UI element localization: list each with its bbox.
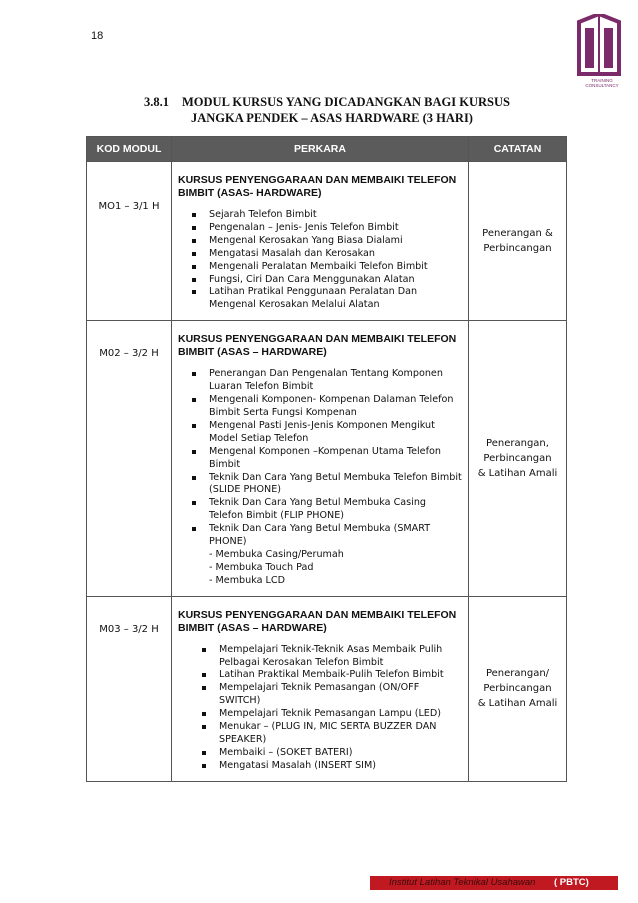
header-catatan: CATATAN	[469, 137, 567, 162]
list-item: Latihan Pratikal Penggunaan Peralatan Dan Mengenal Kerosakan Melalui Alatan	[192, 286, 462, 312]
list-item: Mempelajari Teknik-Teknik Asas Membaik Pulih Pelbagai Kerosakan Telefon Bimbit	[202, 644, 462, 670]
note-line: Perbincangan	[483, 452, 552, 464]
table-row	[87, 321, 567, 596]
note-line: Perbincangan	[483, 683, 552, 695]
course-module-table	[86, 136, 567, 782]
sub-item: - Membuka Casing/Perumah	[209, 548, 344, 560]
list-item: Teknik Dan Cara Yang Betul Membuka Telefon Bimbit (SLIDE PHONE)	[192, 472, 462, 498]
topic-list	[178, 209, 462, 312]
list-item: Fungsi, Ciri Dan Cara Menggunakan Alatan	[192, 274, 462, 287]
module-code-cell	[87, 321, 172, 596]
list-item: Menukar – (PLUG IN, MIC SERTA BUZZER DAN SPEAKER)	[202, 721, 462, 747]
heading-line1: MODUL KURSUS YANG DICADANGKAN BAGI KURSUS	[182, 95, 510, 109]
footer-institute-name: Institut Latihan Teknikal Usahawan	[389, 877, 536, 888]
note-line: Penerangan &	[482, 228, 553, 240]
header-perkara: PERKARA	[172, 137, 469, 162]
page-number: 18	[91, 30, 104, 42]
header-kod-modul: KOD MODUL	[87, 137, 172, 162]
section-number: 3.8.1	[144, 95, 169, 109]
logo-caption: TRAINING CONSULTANCY	[585, 78, 619, 88]
module-code: MO1 – 3/1 H	[98, 201, 160, 212]
module-code: M02 – 3/2 H	[99, 348, 159, 360]
topic-cell	[172, 596, 469, 781]
list-item: Teknik Dan Cara Yang Betul Membuka Casing Telefon Bimbit (FLIP PHONE)	[192, 497, 462, 523]
list-item: Mempelajari Teknik Pemasangan Lampu (LED)	[202, 708, 462, 721]
list-item: Latihan Praktikal Membaik-Pulih Telefon Bimbit	[202, 669, 462, 682]
list-item: Mengenal Pasti Jenis-Jenis Komponen Mengikut Model Setiap Telefon	[192, 420, 462, 446]
footer-badge: ( PBTC)	[554, 877, 589, 888]
topic-cell	[172, 162, 469, 321]
note-line: Penerangan/	[485, 668, 550, 680]
topic-title: KURSUS PENYENGGARAAN DAN MEMBAIKI TELEFON BIMBIT (ASAS – HARDWARE)	[178, 608, 457, 634]
section-heading	[144, 94, 564, 126]
list-item: Mengatasi Masalah dan Kerosakan	[192, 248, 462, 261]
topic-list	[178, 368, 462, 587]
sub-item: - Membuka LCD	[209, 574, 285, 586]
list-item: Sejarah Telefon Bimbit	[192, 209, 462, 222]
list-item: Mengenali Komponen- Kompenan Dalaman Telefon Bimbit Serta Fungsi Kompenan	[192, 394, 462, 420]
note-line: Penerangan,	[486, 437, 549, 449]
note-line: & Latihan Amali	[477, 698, 558, 710]
topic-list	[178, 644, 462, 773]
table-header-row	[87, 137, 567, 162]
note-cell	[469, 162, 567, 321]
table-row	[87, 596, 567, 781]
list-item: Membaiki – (SOKET BATERI)	[202, 747, 462, 760]
list-item: Pengenalan – Jenis- Jenis Telefon Bimbit	[192, 222, 462, 235]
module-code-cell	[87, 162, 172, 321]
note-line: Perbincangan	[483, 243, 552, 255]
list-item: Mengenal Kerosakan Yang Biasa Dialami	[192, 235, 462, 248]
module-code: M03 – 3/2 H	[99, 623, 159, 635]
note-cell	[469, 321, 567, 596]
list-item: Mempelajari Teknik Pemasangan (ON/OFF SWITCH)	[202, 682, 462, 708]
list-item: Teknik Dan Cara Yang Betul Membuka (SMART PHONE)	[192, 523, 462, 549]
list-item: Mengenal Komponen –Kompenan Utama Telefon Bimbit	[192, 446, 462, 472]
list-item: Mengenali Peralatan Membaiki Telefon Bimbit	[192, 261, 462, 274]
table-row	[87, 162, 567, 321]
topic-title: KURSUS PENYENGGARAAN DAN MEMBAIKI TELEFON BIMBIT (ASAS – HARDWARE)	[178, 333, 457, 359]
topic-cell	[172, 321, 469, 596]
note-line: & Latihan Amali	[477, 467, 558, 479]
topic-title: KURSUS PENYENGGARAAN DAN MEMBAIKI TELEFON BIMBIT (ASAS- HARDWARE)	[178, 174, 457, 199]
heading-line2: JANGKA PENDEK – ASAS HARDWARE (3 HARI)	[191, 111, 473, 125]
sub-item: - Membuka Touch Pad	[209, 561, 314, 573]
module-code-cell	[87, 596, 172, 781]
list-item: Mengatasi Masalah (INSERT SIM)	[202, 760, 462, 773]
list-item: Penerangan Dan Pengenalan Tentang Komponen Luaran Telefon Bimbit	[192, 368, 462, 394]
note-cell	[469, 596, 567, 781]
